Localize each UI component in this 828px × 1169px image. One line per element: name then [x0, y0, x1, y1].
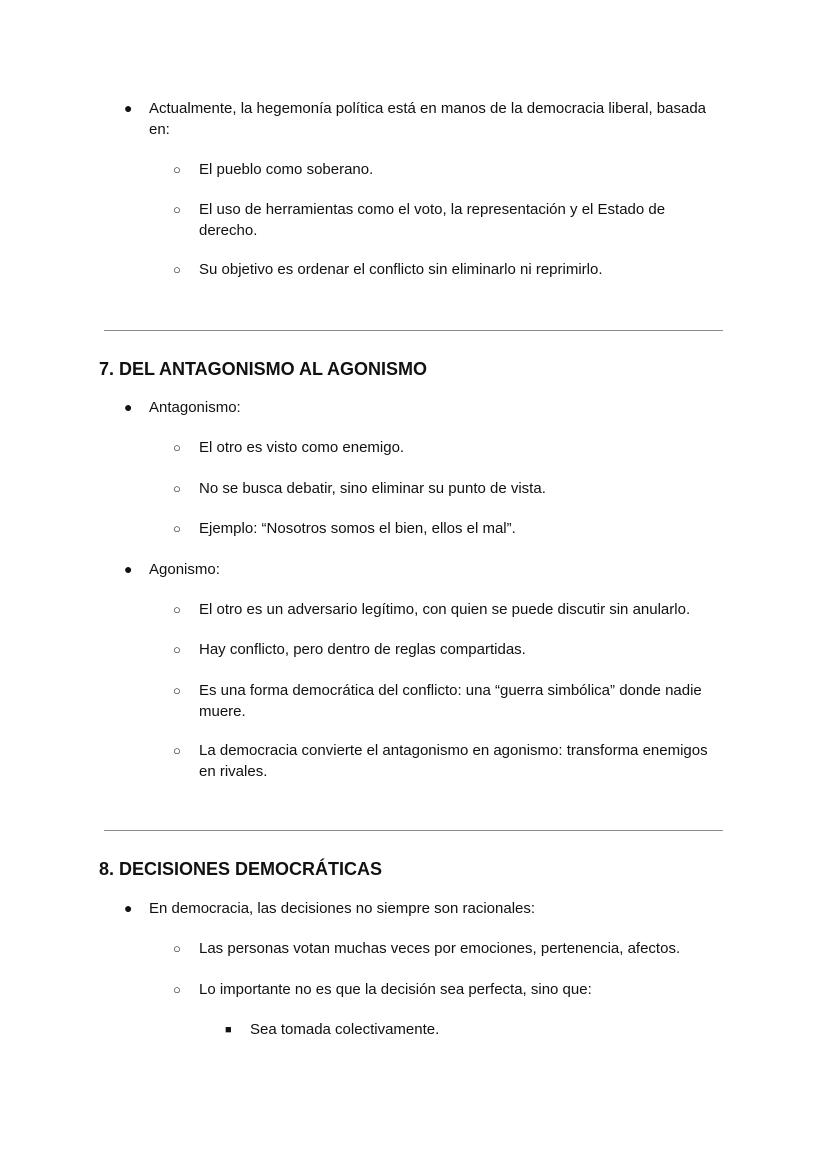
list-item: Ejemplo: “Nosotros somos el bien, ellos el mal”. [199, 520, 516, 537]
list-item: En democracia, las decisiones no siempre son racionales: [149, 900, 536, 917]
bullet-circle: ○ [173, 521, 181, 536]
bullet-circle: ○ [173, 683, 181, 698]
list-item: Su objetivo es ordenar el conflicto sin eliminarlo ni reprimirlo. [199, 261, 603, 278]
list-item: Hay conflicto, pero dentro de reglas compartidas. [199, 641, 526, 658]
bullet-square: ■ [225, 1024, 232, 1036]
bullet-disc: ● [124, 561, 133, 577]
list-item: Actualmente, la hegemonía política está en manos de la democracia liberal, basada en: [149, 100, 706, 138]
list-item: No se busca debatir, sino eliminar su punto de vista. [199, 480, 546, 497]
section-heading: 8. DECISIONES DEMOCRÁTICAS [99, 859, 383, 879]
bullet-disc: ● [124, 900, 133, 916]
bullet-disc: ● [124, 399, 133, 415]
bullet-circle: ○ [173, 743, 181, 758]
list-item: El otro es un adversario legítimo, con quien se puede discutir sin anularlo. [199, 601, 691, 618]
bullet-disc: ● [124, 100, 133, 116]
bullet-circle: ○ [173, 642, 181, 657]
list-item: Es una forma democrática del conflicto: una “guerra simbólica” donde nadie muere. [199, 682, 702, 720]
list-item: Sea tomada colectivamente. [250, 1021, 440, 1038]
bullet-circle: ○ [173, 162, 181, 177]
list-item: Las personas votan muchas veces por emociones, pertenencia, afectos. [199, 940, 681, 957]
list-item: La democracia convierte el antagonismo en agonismo: transforma enemigos en rivales. [199, 742, 708, 780]
section-heading: 7. DEL ANTAGONISMO AL AGONISMO [99, 359, 428, 379]
horizontal-divider [104, 830, 723, 831]
list-item: El otro es visto como enemigo. [199, 439, 405, 456]
bullet-circle: ○ [173, 481, 181, 496]
bullet-circle: ○ [173, 262, 181, 277]
list-item: Antagonismo: [149, 399, 241, 416]
bullet-circle: ○ [173, 440, 181, 455]
list-item: Agonismo: [149, 561, 220, 578]
horizontal-divider [104, 330, 723, 331]
bullet-circle: ○ [173, 602, 181, 617]
list-item: Lo importante no es que la decisión sea perfecta, sino que: [199, 981, 592, 998]
bullet-circle: ○ [173, 982, 181, 997]
list-item: El uso de herramientas como el voto, la representación y el Estado de derecho. [199, 201, 666, 239]
bullet-circle: ○ [173, 202, 181, 217]
list-item: El pueblo como soberano. [199, 161, 374, 178]
bullet-circle: ○ [173, 941, 181, 956]
